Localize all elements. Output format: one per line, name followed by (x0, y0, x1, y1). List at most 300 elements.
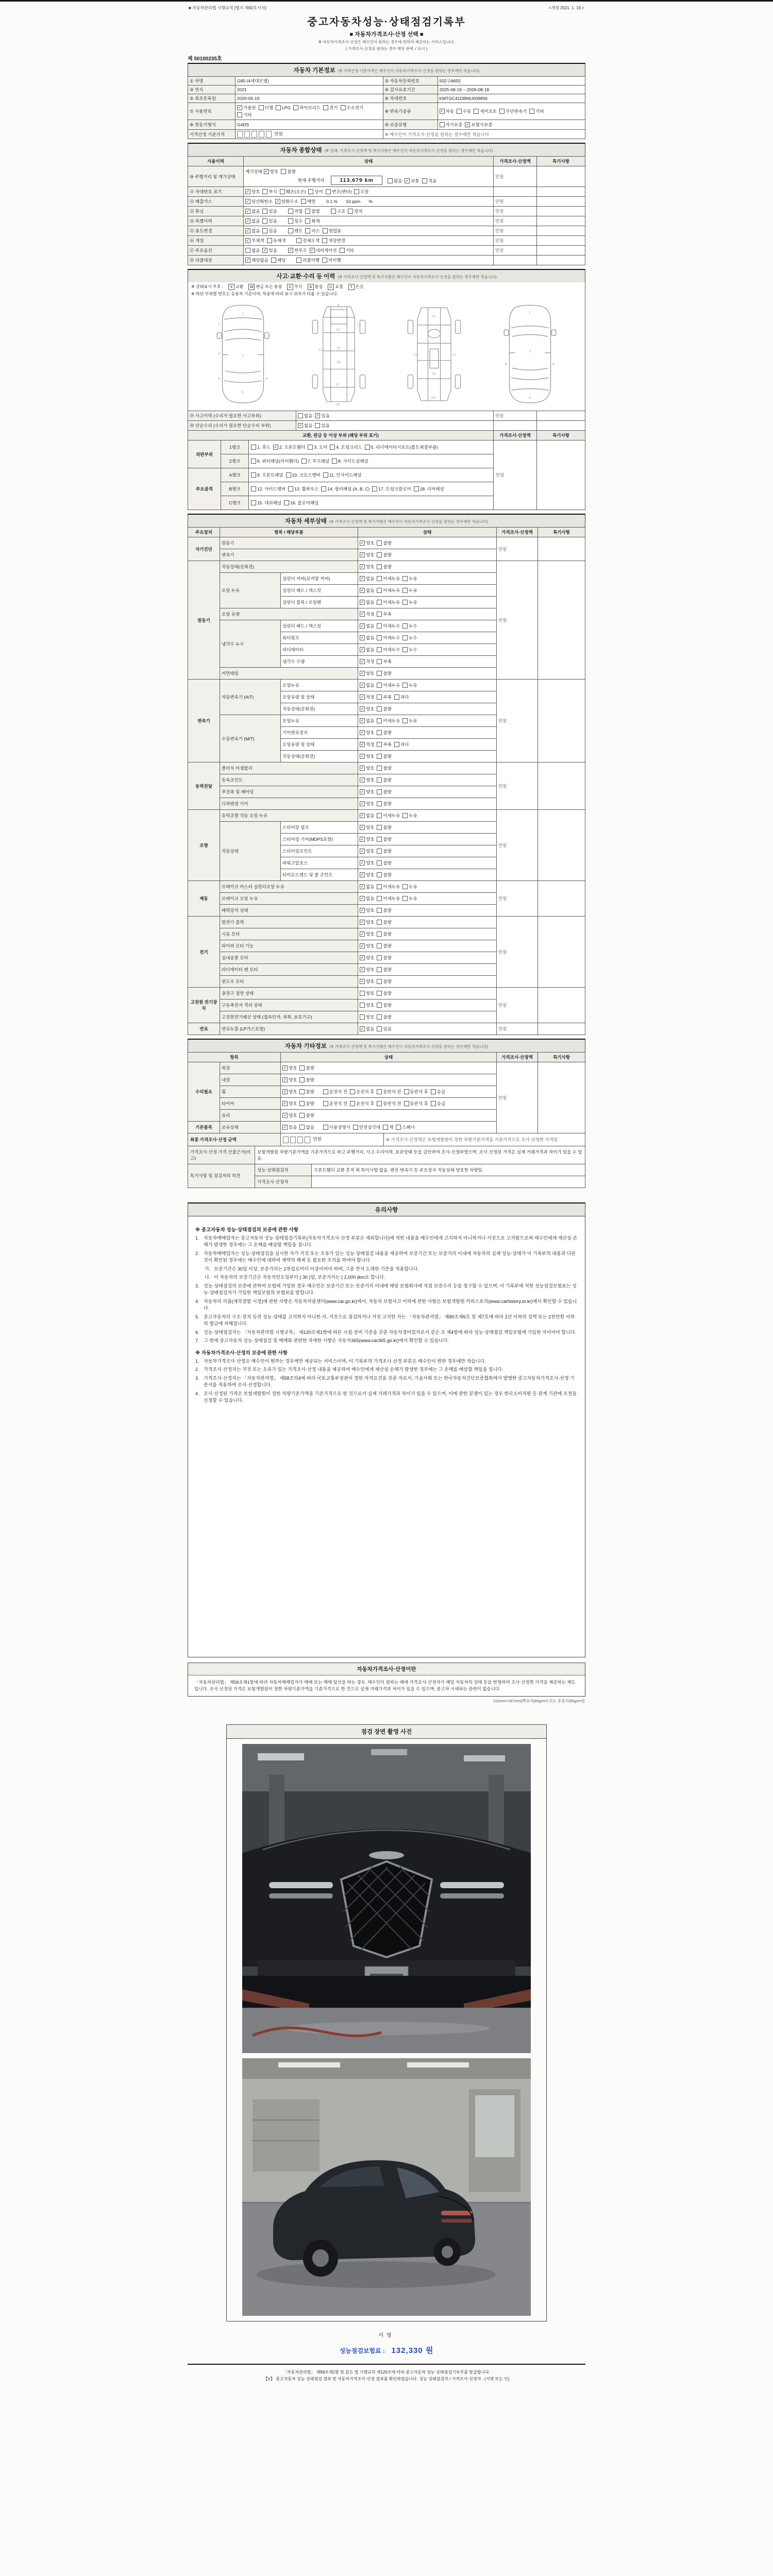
checkbox-unchecked[interactable] (377, 623, 400, 629)
checkbox-box (402, 588, 408, 593)
legend-lead: ※ 상태표시 부호 : (191, 284, 223, 290)
checkbox-box: ✓ (360, 931, 364, 937)
checkbox-checked[interactable] (360, 552, 374, 558)
checkbox-unchecked[interactable] (402, 895, 417, 902)
svg-text:16: 16 (336, 360, 341, 365)
checkbox-box (323, 1125, 328, 1130)
checkbox-unchecked[interactable] (301, 198, 315, 205)
notice-item-number: 6. (195, 1329, 199, 1335)
checkbox-checked[interactable] (360, 860, 374, 866)
checkbox-unchecked[interactable] (299, 1089, 314, 1095)
checkbox-unchecked[interactable] (377, 848, 391, 854)
checkbox-checked[interactable] (360, 978, 374, 985)
checkbox-checked[interactable] (360, 824, 374, 831)
price-unit: 만원 (313, 1137, 322, 1142)
checkbox-checked[interactable] (288, 247, 307, 253)
checkbox-unchecked[interactable] (267, 238, 286, 244)
checkbox-unchecked[interactable] (431, 1089, 445, 1095)
checkbox-unchecked[interactable] (348, 208, 362, 214)
remark-cell (538, 881, 585, 917)
checkbox-unchecked[interactable] (262, 228, 277, 234)
state-cell (281, 1086, 497, 1098)
checkbox-unchecked[interactable] (377, 895, 400, 902)
checkbox-checked[interactable] (282, 1100, 297, 1107)
col-remark: 특기사항 (538, 1053, 585, 1062)
checkbox-unchecked[interactable] (286, 472, 321, 478)
checkbox-unchecked[interactable] (340, 247, 354, 253)
checkbox-box: ✓ (263, 248, 267, 253)
checkbox-unchecked[interactable] (377, 812, 400, 819)
checkbox-checked[interactable] (245, 208, 260, 214)
checkbox-unchecked[interactable] (354, 189, 368, 195)
checkbox-checked[interactable] (275, 198, 298, 205)
checkbox-unchecked[interactable] (377, 931, 391, 937)
checkbox-unchecked[interactable] (322, 238, 345, 244)
car-name-label: ① 차명 (188, 77, 236, 86)
checkbox-unchecked[interactable] (323, 1089, 347, 1095)
checkbox-unchecked[interactable] (323, 472, 362, 478)
checkbox-unchecked[interactable] (377, 564, 391, 570)
checkbox-label: 네비게이션 (315, 248, 337, 253)
notice-item-number: 5. (195, 1314, 199, 1319)
state-cell (358, 751, 497, 762)
checkbox-unchecked[interactable] (377, 919, 391, 925)
checkbox-box: ✓ (406, 178, 409, 183)
checkbox-label: 양호 (270, 169, 279, 175)
basics-item-name: 보유상태 (220, 1122, 281, 1133)
part-name: 라디에이터 (281, 644, 358, 656)
checkbox-unchecked[interactable] (293, 105, 321, 111)
checkbox-unchecked[interactable] (251, 500, 281, 506)
checkbox-unchecked[interactable] (323, 1124, 350, 1130)
checkbox-unchecked[interactable] (299, 1077, 314, 1083)
checkbox-unchecked[interactable] (377, 647, 400, 653)
checkbox-unchecked[interactable] (296, 257, 320, 263)
checkbox-unchecked[interactable] (305, 208, 320, 214)
checkbox-label: 불량 (383, 931, 392, 937)
checkbox-label: 있음 (268, 218, 277, 224)
checkbox-checked[interactable] (440, 108, 454, 114)
checkbox-unchecked[interactable] (402, 812, 417, 819)
checkbox-unchecked[interactable] (288, 486, 318, 492)
checkbox-unchecked[interactable] (404, 1089, 428, 1095)
checkbox-checked[interactable] (360, 564, 374, 570)
checkbox-unchecked[interactable] (377, 765, 391, 771)
checkbox-checked[interactable] (360, 647, 374, 653)
checkbox-unchecked[interactable] (377, 635, 400, 641)
item-name: 원동기 (220, 537, 358, 549)
checkbox-unchecked[interactable] (298, 413, 312, 419)
checkbox-checked[interactable] (360, 611, 374, 617)
checkbox-checked[interactable] (405, 178, 419, 184)
checkbox-unchecked[interactable] (402, 718, 417, 724)
checkbox-checked[interactable] (315, 413, 329, 419)
checkbox-unchecked[interactable] (377, 967, 391, 973)
notice-item-text: 성능·상태점검자는 「자동차관리법 시행규칙」 제120조제1항에 따른 시설·장비 기준을 갖춘 자동차정비업자로서 같은 조 제4항에 따라 성능·상태점검 책임보험에 가입한 자이어야 합니다. (204, 1329, 576, 1335)
checkbox-unchecked[interactable] (377, 943, 391, 949)
checkbox-checked[interactable] (360, 753, 374, 759)
col-state: 상태 (358, 528, 497, 537)
checkbox-unchecked[interactable] (383, 1124, 393, 1130)
checkbox-box: ✓ (360, 943, 364, 948)
checkbox-unchecked[interactable] (305, 228, 320, 234)
checkbox-checked[interactable] (273, 444, 306, 450)
checkbox-label: 불량 (383, 860, 392, 866)
checkbox-checked[interactable] (360, 836, 374, 842)
part-name: 오일유량 및 상태 (281, 691, 358, 703)
checkbox-label: 없음 (304, 423, 313, 429)
row-remark-inspector (188, 1164, 585, 1176)
checkbox-unchecked[interactable] (372, 486, 411, 492)
checkbox-checked[interactable] (360, 765, 374, 771)
car-name-value: G80 (4세대모델) (236, 77, 383, 86)
engine-type-value: G4DS (236, 120, 383, 130)
checkbox-checked[interactable] (360, 599, 374, 605)
checkbox-checked[interactable] (360, 848, 374, 854)
checkbox-unchecked[interactable] (377, 540, 391, 546)
checkbox-unchecked[interactable] (377, 978, 391, 985)
checkbox-checked[interactable] (245, 189, 260, 195)
checkbox-unchecked[interactable] (323, 228, 342, 234)
checkbox-box: ✓ (360, 706, 364, 711)
checkbox-unchecked[interactable] (299, 1065, 314, 1071)
checkbox-checked[interactable] (360, 540, 374, 546)
price-cell: 만원 (494, 197, 537, 207)
checkbox-unchecked[interactable] (394, 694, 409, 700)
checkbox-checked[interactable] (360, 587, 374, 594)
digit-box (244, 131, 250, 138)
footer-rule (188, 2364, 585, 2365)
checkbox-unchecked[interactable] (353, 1124, 380, 1130)
checkbox-box (288, 228, 293, 233)
checkbox-unchecked[interactable] (388, 178, 402, 184)
checkbox-unchecked[interactable] (402, 599, 417, 605)
checkbox-label: 무단변속기 (506, 109, 527, 114)
etc-item-name: 타이어 (220, 1098, 281, 1110)
state-cell (358, 668, 497, 680)
checkbox-box: ✓ (360, 789, 364, 794)
legend-label: 요철 (335, 284, 343, 290)
checkbox-box (251, 472, 256, 478)
checkbox-unchecked[interactable] (245, 247, 260, 253)
checkbox-unchecked[interactable] (288, 208, 303, 214)
checkbox-unchecked[interactable] (402, 682, 417, 688)
checkbox-checked[interactable] (282, 1077, 297, 1083)
checkbox-checked[interactable] (360, 1026, 374, 1032)
checkbox-unchecked[interactable] (360, 1014, 374, 1020)
checkbox-unchecked[interactable] (529, 108, 544, 114)
checkbox-unchecked[interactable] (377, 575, 400, 582)
svg-text:9: 9 (337, 303, 340, 308)
row-label: ⑩ 주행거리 및 계기상태 (188, 166, 244, 187)
checkbox-label: 동반석 후 (410, 1101, 428, 1107)
checkbox-checked[interactable] (360, 884, 374, 890)
checkbox-checked[interactable] (360, 575, 374, 582)
checkbox-unchecked[interactable] (321, 486, 369, 492)
checkbox-unchecked[interactable] (377, 658, 391, 665)
checkbox-label: 스패너 (402, 1125, 415, 1130)
checkbox-unchecked[interactable] (377, 907, 391, 913)
checkbox-label: 양호 (366, 872, 375, 878)
checkbox-checked[interactable] (360, 907, 374, 913)
etc-item-name: 유리 (220, 1110, 281, 1122)
checkbox-unchecked[interactable] (322, 257, 341, 263)
checkbox-unchecked[interactable] (499, 108, 527, 114)
checkbox-unchecked[interactable] (377, 552, 391, 558)
checkbox-unchecked[interactable] (323, 105, 338, 111)
checkbox-unchecked[interactable] (330, 444, 362, 450)
checkbox-unchecked[interactable] (237, 112, 251, 118)
checkbox-unchecked[interactable] (299, 1112, 314, 1118)
state-cell (281, 1074, 497, 1086)
svg-text:14: 14 (432, 371, 436, 376)
checkbox-label: 동반석 후 (410, 1089, 428, 1095)
checkbox-checked[interactable] (360, 623, 374, 629)
checkbox-checked[interactable] (360, 872, 374, 878)
checkbox-unchecked[interactable] (377, 955, 391, 961)
checkbox-checked[interactable] (360, 694, 374, 700)
checkbox-unchecked[interactable] (377, 990, 391, 996)
checkbox-unchecked[interactable] (281, 168, 295, 175)
checkbox-unchecked[interactable] (440, 122, 463, 128)
checkbox-box (262, 209, 267, 214)
checkbox-box (377, 1026, 382, 1031)
checkbox-checked[interactable] (262, 247, 277, 253)
checkbox-unchecked[interactable] (365, 444, 438, 450)
checkbox-label: 없음 (366, 896, 375, 902)
checkbox-unchecked[interactable] (402, 635, 417, 641)
checkbox-checked[interactable] (245, 198, 273, 205)
state-cell (358, 549, 497, 561)
checkbox-unchecked[interactable] (377, 741, 391, 748)
checkbox-unchecked[interactable] (301, 458, 329, 464)
checkbox-unchecked[interactable] (296, 238, 320, 244)
checkbox-checked[interactable] (237, 105, 256, 111)
checkbox-unchecked[interactable] (396, 1124, 415, 1130)
checkbox-checked[interactable] (245, 257, 268, 263)
checkbox-unchecked[interactable] (259, 105, 273, 111)
checkbox-checked[interactable] (360, 635, 374, 641)
checkbox-label: 양호 (366, 730, 375, 736)
part-name: 타이로드엔드 및 볼 조인트 (281, 869, 358, 881)
checkbox-unchecked[interactable] (326, 189, 352, 195)
checkbox-unchecked[interactable] (377, 753, 391, 759)
checkbox-unchecked[interactable] (402, 884, 417, 890)
checkbox-unchecked[interactable] (377, 777, 391, 783)
checkbox-unchecked[interactable] (360, 1002, 374, 1008)
checkbox-checked[interactable] (360, 730, 374, 736)
checkbox-checked[interactable] (310, 247, 337, 253)
checkbox-box (267, 238, 272, 243)
part-name: 오일유량 및 상태 (281, 739, 358, 751)
checkbox-box (315, 423, 320, 428)
checkbox-checked[interactable] (360, 801, 374, 807)
checkbox-box (402, 623, 408, 629)
checkbox-unchecked[interactable] (323, 1100, 347, 1107)
checkbox-label: 불량 (306, 1065, 314, 1071)
row-state (244, 246, 494, 256)
checkbox-unchecked[interactable] (377, 824, 391, 831)
checkbox-checked[interactable] (360, 670, 374, 676)
checkbox-label: 양호 (366, 1014, 375, 1020)
row-price-basis (188, 1146, 585, 1164)
checkbox-unchecked[interactable] (377, 706, 391, 712)
checkbox-unchecked[interactable] (414, 486, 444, 492)
checkbox-unchecked[interactable] (308, 444, 327, 450)
checkbox-unchecked[interactable] (377, 730, 391, 736)
svg-text:12: 12 (413, 352, 418, 357)
checkbox-unchecked[interactable] (308, 189, 323, 195)
checkbox-box (298, 413, 303, 418)
checkbox-unchecked[interactable] (377, 670, 391, 676)
checkbox-unchecked[interactable] (377, 1026, 391, 1032)
checkbox-unchecked[interactable] (377, 801, 391, 807)
digit-box (266, 131, 272, 138)
checkbox-checked[interactable] (360, 741, 374, 748)
checkbox-label: 11. 인사이드패널 (329, 472, 362, 478)
checkbox-unchecked[interactable] (431, 1100, 445, 1107)
checkbox-unchecked[interactable] (271, 257, 285, 263)
checkbox-unchecked[interactable] (377, 1089, 401, 1095)
checkbox-label: 도말 (360, 189, 369, 195)
checkbox-unchecked[interactable] (262, 189, 277, 195)
checkbox-unchecked[interactable] (377, 599, 400, 605)
rank-parts (249, 440, 494, 454)
checkbox-label: 없음 (251, 218, 260, 224)
checkbox-unchecked[interactable] (350, 1089, 374, 1095)
checkbox-unchecked[interactable] (377, 694, 391, 700)
checkbox-unchecked[interactable] (288, 228, 303, 234)
simple-repair-options (296, 421, 494, 431)
checkbox-checked[interactable] (245, 238, 264, 244)
emission-options (245, 199, 318, 204)
checkbox-unchecked[interactable] (377, 872, 391, 878)
checkbox-box: ✓ (360, 612, 364, 617)
checkbox-unchecked[interactable] (402, 623, 417, 629)
checkbox-unchecked[interactable] (404, 1100, 428, 1107)
checkbox-checked[interactable] (245, 228, 260, 234)
item-name: 발전기 출력 (220, 917, 358, 928)
checkbox-unchecked[interactable] (262, 208, 277, 214)
row-recall (188, 256, 585, 265)
checkbox-checked[interactable] (360, 777, 374, 783)
checkbox-unchecked[interactable] (377, 587, 400, 594)
checkbox-unchecked[interactable] (377, 884, 400, 890)
checkbox-unchecked[interactable] (350, 1100, 374, 1107)
checkbox-unchecked[interactable] (394, 741, 409, 748)
device-name: 고전원 전기장치 (188, 988, 220, 1023)
checkbox-unchecked[interactable] (377, 836, 391, 842)
checkbox-checked[interactable] (360, 955, 374, 961)
checkbox-checked[interactable] (360, 789, 374, 795)
checkbox-unchecked[interactable] (474, 108, 497, 114)
checkbox-checked[interactable] (282, 1112, 297, 1118)
checkbox-unchecked[interactable] (288, 218, 303, 224)
checkbox-label: 부족 (383, 612, 392, 617)
transmission-options (438, 103, 585, 120)
checkbox-unchecked[interactable] (280, 189, 306, 195)
checkbox-label: 무채색 (251, 238, 264, 244)
svg-text:18: 18 (335, 402, 340, 406)
checkbox-unchecked[interactable] (360, 990, 374, 996)
checkbox-unchecked[interactable] (284, 500, 318, 506)
checkbox-unchecked[interactable] (341, 105, 364, 111)
checkbox-unchecked[interactable] (331, 208, 345, 214)
checkbox-checked[interactable] (282, 1124, 297, 1130)
checkbox-checked[interactable] (360, 682, 374, 688)
checkbox-label: 누수 (409, 635, 417, 641)
checkbox-unchecked[interactable] (251, 472, 283, 478)
checkbox-unchecked[interactable] (305, 218, 320, 224)
checkbox-unchecked[interactable] (251, 458, 299, 464)
reg-no-label: ② 자동차등록번호 (383, 77, 438, 86)
checkbox-checked[interactable] (360, 718, 374, 724)
checkbox-label: 매연 (307, 199, 316, 205)
checkbox-checked[interactable] (298, 422, 312, 429)
checkbox-unchecked[interactable] (402, 647, 417, 653)
checkbox-unchecked[interactable] (457, 108, 471, 114)
checkbox-checked[interactable] (360, 706, 374, 712)
checkbox-label: 9. 프론트패널 (257, 472, 283, 478)
checkbox-unchecked[interactable] (332, 458, 368, 464)
checkbox-unchecked[interactable] (262, 218, 277, 224)
row-label: ⑰ 주요옵션 (188, 246, 244, 256)
digit-box (290, 1137, 296, 1143)
checkbox-box (404, 1089, 409, 1094)
checkbox-unchecked[interactable] (299, 1124, 314, 1130)
checkbox-unchecked[interactable] (422, 178, 436, 184)
checkbox-unchecked[interactable] (251, 444, 271, 450)
checkbox-unchecked[interactable] (377, 789, 391, 795)
checkbox-checked[interactable] (360, 931, 374, 937)
checkbox-checked[interactable] (360, 895, 374, 902)
checkbox-checked[interactable] (360, 658, 374, 665)
checkbox-unchecked[interactable] (402, 575, 417, 582)
checkbox-unchecked[interactable] (251, 486, 285, 492)
checkbox-checked[interactable] (360, 967, 374, 973)
remark-label: 특기사항 및 점검자의 의견 (188, 1164, 255, 1188)
checkbox-unchecked[interactable] (377, 611, 391, 617)
checkbox-label: 양호 (366, 849, 375, 854)
checkbox-label: 불량 (383, 920, 392, 925)
checkbox-label: 불량 (383, 955, 392, 961)
checkbox-checked[interactable] (360, 812, 374, 819)
state-cell (358, 1023, 497, 1035)
document-number: 제 50100235호 (188, 56, 222, 62)
row-state (244, 236, 494, 246)
checkbox-unchecked[interactable] (315, 422, 329, 429)
checkbox-checked[interactable] (282, 1065, 297, 1071)
checkbox-unchecked[interactable] (377, 1002, 391, 1008)
checkbox-unchecked[interactable] (402, 587, 417, 594)
checkbox-unchecked[interactable] (377, 682, 400, 688)
checkbox-label: 색상변경 (328, 238, 345, 244)
checkbox-unchecked[interactable] (299, 1100, 314, 1107)
checkbox-unchecked[interactable] (377, 860, 391, 866)
checkbox-checked[interactable] (360, 919, 374, 925)
checkbox-label: 운전석 전 (329, 1089, 348, 1095)
checkbox-unchecked[interactable] (377, 718, 400, 724)
checkbox-label: 응급 (436, 1089, 446, 1095)
checkbox-unchecked[interactable] (377, 1100, 401, 1107)
checkbox-checked[interactable] (264, 168, 278, 175)
checkbox-unchecked[interactable] (377, 1014, 391, 1020)
checkbox-checked[interactable] (465, 122, 492, 128)
checkbox-checked[interactable] (360, 943, 374, 949)
checkbox-unchecked[interactable] (276, 105, 291, 110)
checkbox-checked[interactable] (282, 1089, 297, 1095)
checkbox-checked[interactable] (245, 218, 260, 224)
